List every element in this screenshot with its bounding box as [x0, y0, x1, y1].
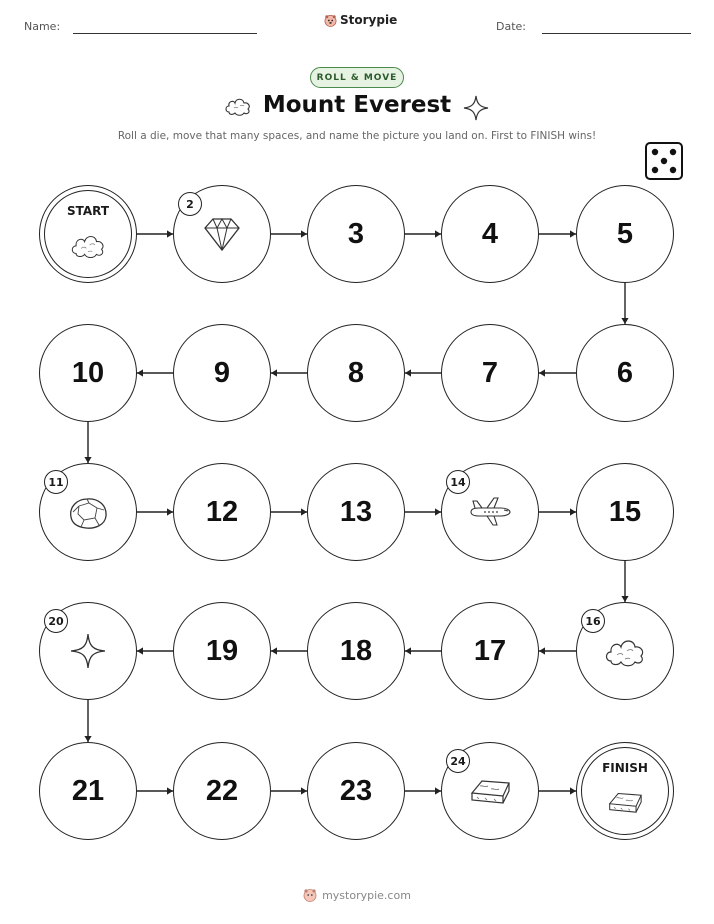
space-number-badge: 2: [178, 192, 202, 216]
start-label: START: [66, 204, 110, 218]
space-number: 18: [339, 634, 373, 667]
sparkle-icon: [65, 631, 111, 671]
space-number-badge: 14: [446, 470, 470, 494]
diamond-icon: [199, 214, 245, 254]
board-space-12: [173, 463, 271, 561]
footer-url: mystorypie.com: [322, 888, 411, 902]
space-number: 13: [339, 495, 373, 528]
board-space-25: [576, 742, 674, 840]
board-space-18: [307, 602, 405, 700]
ice-block-icon: [605, 785, 645, 819]
space-number: 5: [616, 217, 634, 250]
space-number: 9: [213, 356, 231, 389]
rock-icon: [65, 492, 111, 532]
arrowhead: [405, 647, 411, 654]
board-space-21: [39, 742, 137, 840]
space-number-badge: 20: [44, 609, 68, 633]
board-space-14: [441, 463, 539, 561]
space-number-badge: 11: [44, 470, 68, 494]
space-number: 23: [339, 774, 373, 807]
board-space-20: [39, 602, 137, 700]
name-label: Name:: [24, 20, 61, 33]
board-space-13: [307, 463, 405, 561]
space-number: 21: [71, 774, 105, 807]
arrowhead: [271, 647, 277, 654]
arrowhead: [137, 647, 143, 654]
board-space-2: [173, 185, 271, 283]
page-title: Mount Everest: [262, 92, 452, 118]
space-number: 15: [608, 495, 642, 528]
space-number: 22: [205, 774, 239, 807]
arrowhead: [539, 647, 545, 654]
arrowhead: [539, 369, 545, 376]
board-space-5: [576, 185, 674, 283]
storypie-logo-icon: [303, 888, 317, 902]
board-space-15: [576, 463, 674, 561]
board-space-17: [441, 602, 539, 700]
board-space-3: [307, 185, 405, 283]
space-number: 12: [205, 495, 239, 528]
board-space-1: [39, 185, 137, 283]
board-space-16: [576, 602, 674, 700]
board-space-19: [173, 602, 271, 700]
space-number-badge: 16: [581, 609, 605, 633]
board-space-24: [441, 742, 539, 840]
board-space-23: [307, 742, 405, 840]
category-badge: ROLL & MOVE: [310, 67, 404, 88]
space-number: 4: [481, 217, 499, 250]
board-space-7: [441, 324, 539, 422]
footer: [0, 888, 714, 902]
space-number: 10: [71, 356, 105, 389]
board-space-22: [173, 742, 271, 840]
board-space-10: [39, 324, 137, 422]
date-label: Date:: [496, 20, 526, 33]
space-number: 6: [616, 356, 634, 389]
space-number: 17: [473, 634, 507, 667]
space-number: 8: [347, 356, 365, 389]
space-number-badge: 24: [446, 749, 470, 773]
space-number: 7: [481, 356, 499, 389]
arrowhead: [137, 369, 143, 376]
ice-block-icon: [467, 771, 513, 811]
arrowhead: [405, 369, 411, 376]
brand-name: Storypie: [340, 13, 398, 27]
airplane-icon: [467, 492, 513, 532]
board-space-8: [307, 324, 405, 422]
board-space-11: [39, 463, 137, 561]
arrowhead: [271, 369, 277, 376]
cloud-icon: [68, 228, 108, 262]
board-space-4: [441, 185, 539, 283]
board-space-9: [173, 324, 271, 422]
board-space-6: [576, 324, 674, 422]
finish-label: FINISH: [602, 761, 648, 775]
instructions: Roll a die, move that many spaces, and name the picture you land on. First to FINISH wins!: [117, 130, 597, 142]
space-number: 3: [347, 217, 365, 250]
cloud-icon: [602, 631, 648, 671]
space-number: 19: [205, 634, 239, 667]
